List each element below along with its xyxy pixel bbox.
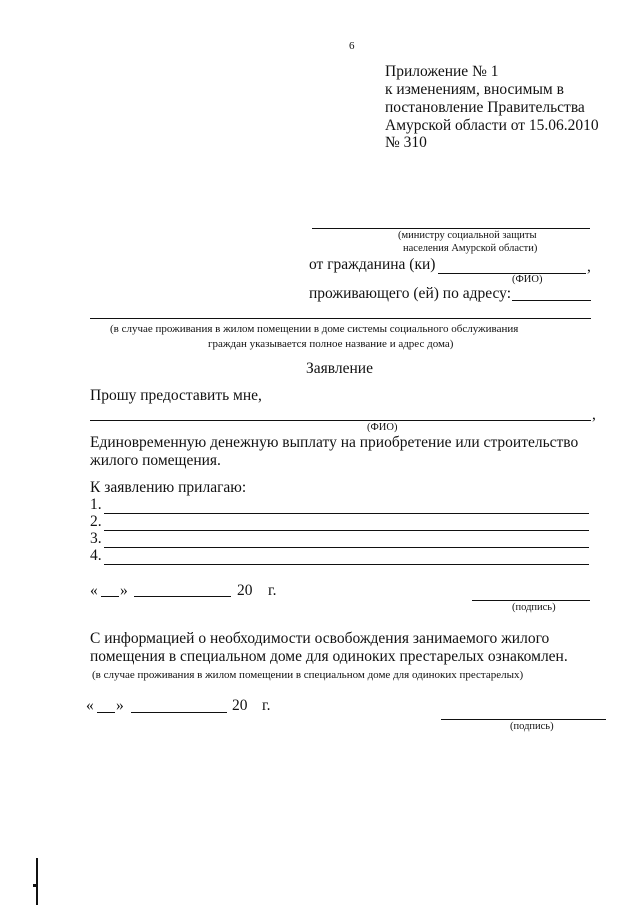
- minister-caption-1: (министру социальной защиты: [398, 230, 537, 241]
- appendix-line-4: Амурской области от 15.06.2010: [385, 117, 599, 134]
- day-fill-line-1[interactable]: [101, 596, 119, 597]
- address-fill-line-long[interactable]: [90, 318, 591, 319]
- appendix-line-2: к изменениям, вносимым в: [385, 81, 564, 98]
- attachment-line-2[interactable]: [104, 530, 589, 531]
- applicant-fio-comma: ,: [592, 406, 596, 423]
- signature-line-2[interactable]: [441, 719, 606, 720]
- date-open-quote-1: «: [90, 582, 98, 599]
- year-suffix-2: г.: [262, 697, 271, 714]
- attachment-number-1: 1.: [90, 496, 102, 513]
- statement-title: Заявление: [306, 360, 373, 377]
- fio-caption-2: (ФИО): [367, 422, 398, 433]
- month-fill-line-2[interactable]: [131, 712, 227, 713]
- attachment-number-3: 3.: [90, 530, 102, 547]
- statement-body-1: Единовременную денежную выплату на приобретение или строительство: [90, 434, 579, 451]
- year-suffix-1: г.: [268, 582, 277, 599]
- page-number: 6: [349, 40, 355, 52]
- scan-dot-mark: [33, 884, 36, 887]
- signature-caption-1: (подпись): [512, 602, 556, 613]
- date-close-quote-1: »: [120, 582, 128, 599]
- attachment-line-3[interactable]: [104, 547, 589, 548]
- year-prefix-1: 20: [237, 582, 253, 599]
- signature-caption-2: (подпись): [510, 721, 554, 732]
- statement-body-2: жилого помещения.: [90, 452, 221, 469]
- minister-caption-2: населения Амурской области): [403, 243, 538, 254]
- attachments-heading: К заявлению прилагаю:: [90, 479, 247, 496]
- fio-caption-1: (ФИО): [512, 274, 543, 285]
- date-open-quote-2: «: [86, 697, 94, 714]
- request-text: Прошу предоставить мне,: [90, 387, 262, 404]
- appendix-line-1: Приложение № 1: [385, 63, 499, 80]
- attachment-line-4[interactable]: [104, 564, 589, 565]
- address-note-2: граждан указывается полное название и адрес дома): [208, 338, 454, 350]
- from-citizen-label: от гражданина (ки): [309, 256, 436, 273]
- date-close-quote-2: »: [116, 697, 124, 714]
- address-label: проживающего (ей) по адресу:: [309, 285, 511, 302]
- attachment-line-1[interactable]: [104, 513, 589, 514]
- from-citizen-comma: ,: [587, 258, 591, 275]
- appendix-line-5: № 310: [385, 134, 427, 151]
- minister-fill-line[interactable]: [312, 228, 590, 229]
- scan-edge-mark: [36, 858, 38, 905]
- day-fill-line-2[interactable]: [97, 712, 115, 713]
- address-fill-line-short[interactable]: [512, 300, 591, 301]
- acknowledgement-line-2: помещения в специальном доме для одиноких престарелых ознакомлен.: [90, 648, 568, 665]
- year-prefix-2: 20: [232, 697, 248, 714]
- acknowledgement-note: (в случае проживания в жилом помещении в специальном доме для одиноких престарелых): [92, 669, 524, 681]
- attachment-number-2: 2.: [90, 513, 102, 530]
- attachment-number-4: 4.: [90, 547, 102, 564]
- signature-line-1[interactable]: [472, 600, 590, 601]
- acknowledgement-line-1: С информацией о необходимости освобождения занимаемого жилого: [90, 630, 550, 647]
- address-note-1: (в случае проживания в жилом помещении в доме системы социального обслуживания: [110, 323, 519, 335]
- appendix-line-3: постановление Правительства: [385, 99, 585, 116]
- month-fill-line-1[interactable]: [134, 596, 231, 597]
- applicant-fio-fill-line[interactable]: [90, 420, 591, 421]
